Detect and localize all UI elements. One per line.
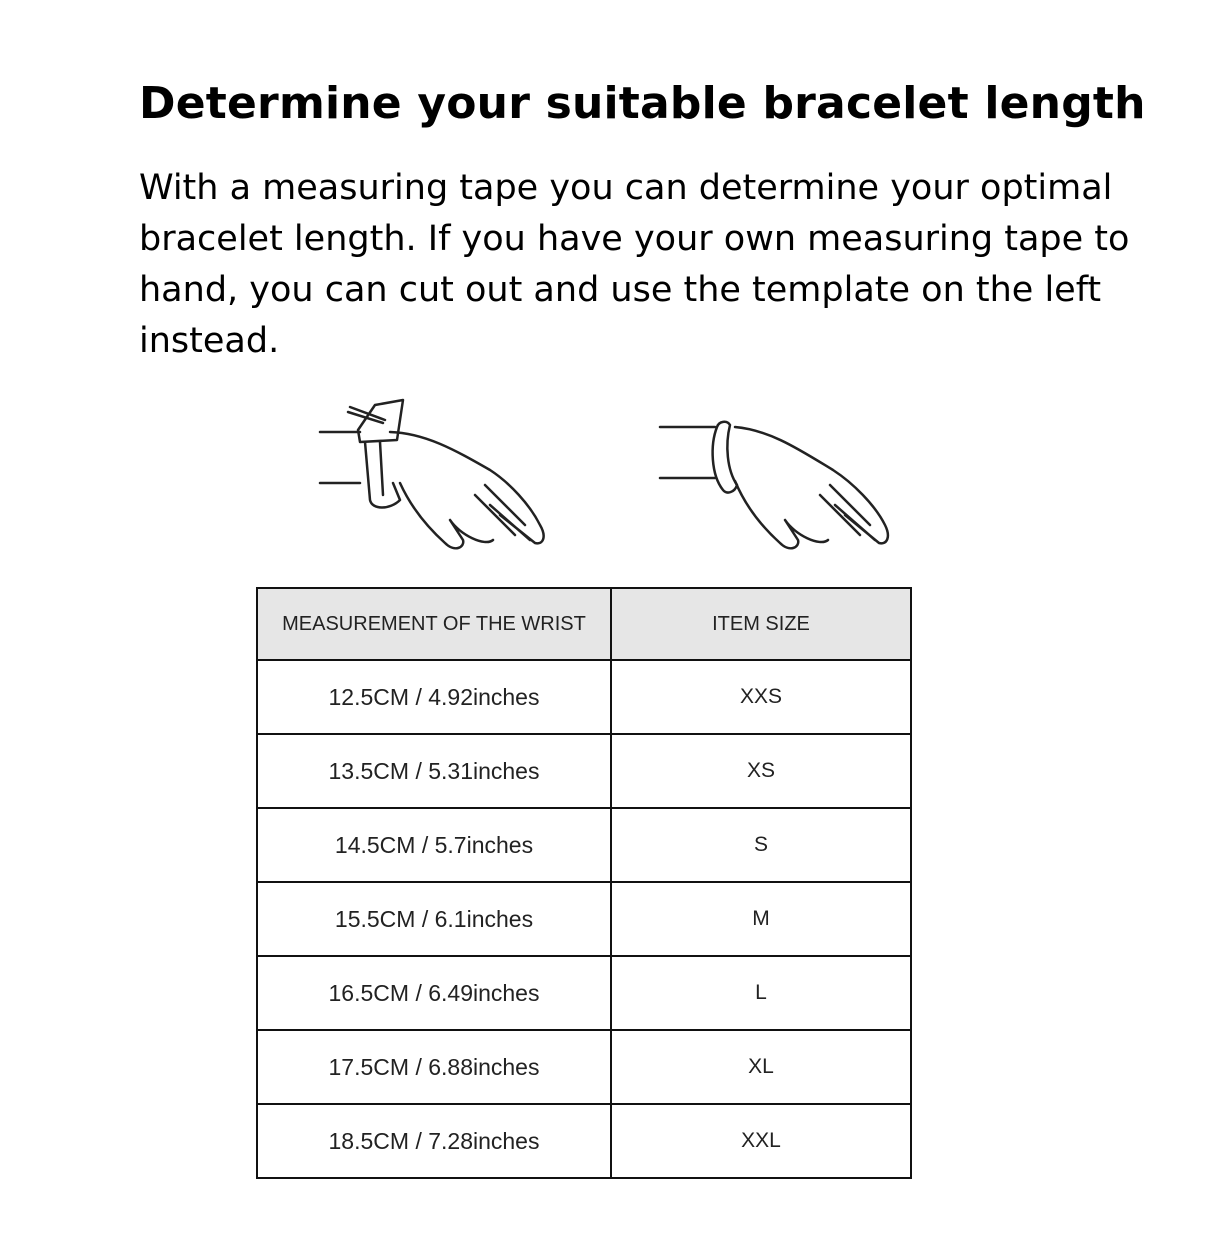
measuring-tape-wrist-illustration <box>315 395 565 560</box>
size-cell: XL <box>611 1030 911 1104</box>
measurement-cell: 16.5CM / 6.49inches <box>257 956 611 1030</box>
page-title: Determine your suitable bracelet length <box>139 78 1146 129</box>
size-cell: L <box>611 956 911 1030</box>
measurement-cell: 18.5CM / 7.28inches <box>257 1104 611 1178</box>
measurement-cell: 12.5CM / 4.92inches <box>257 660 611 734</box>
description: With a measuring tape you can determine your optimal bracelet length. If you have your own measuring tape to hand, you can cut out and use the template on the left instead. <box>139 168 1130 361</box>
table-header-row <box>257 588 911 660</box>
table-row <box>257 882 911 956</box>
measurement-cell: 15.5CM / 6.1inches <box>257 882 611 956</box>
table-row <box>257 660 911 734</box>
header-measurement: MEASUREMENT OF THE WRIST <box>257 588 611 660</box>
size-chart-table <box>256 587 912 1179</box>
size-cell: S <box>611 808 911 882</box>
measurement-cell: 17.5CM / 6.88inches <box>257 1030 611 1104</box>
size-cell: M <box>611 882 911 956</box>
table-row <box>257 1104 911 1178</box>
table-row <box>257 808 911 882</box>
size-cell: XS <box>611 734 911 808</box>
measurement-cell: 14.5CM / 5.7inches <box>257 808 611 882</box>
bracelet-on-wrist-illustration <box>655 395 905 560</box>
size-cell: XXS <box>611 660 911 734</box>
header-item-size: ITEM SIZE <box>611 588 911 660</box>
table-row <box>257 1030 911 1104</box>
size-cell: XXL <box>611 1104 911 1178</box>
measurement-cell: 13.5CM / 5.31inches <box>257 734 611 808</box>
table-row <box>257 734 911 808</box>
table-row <box>257 956 911 1030</box>
